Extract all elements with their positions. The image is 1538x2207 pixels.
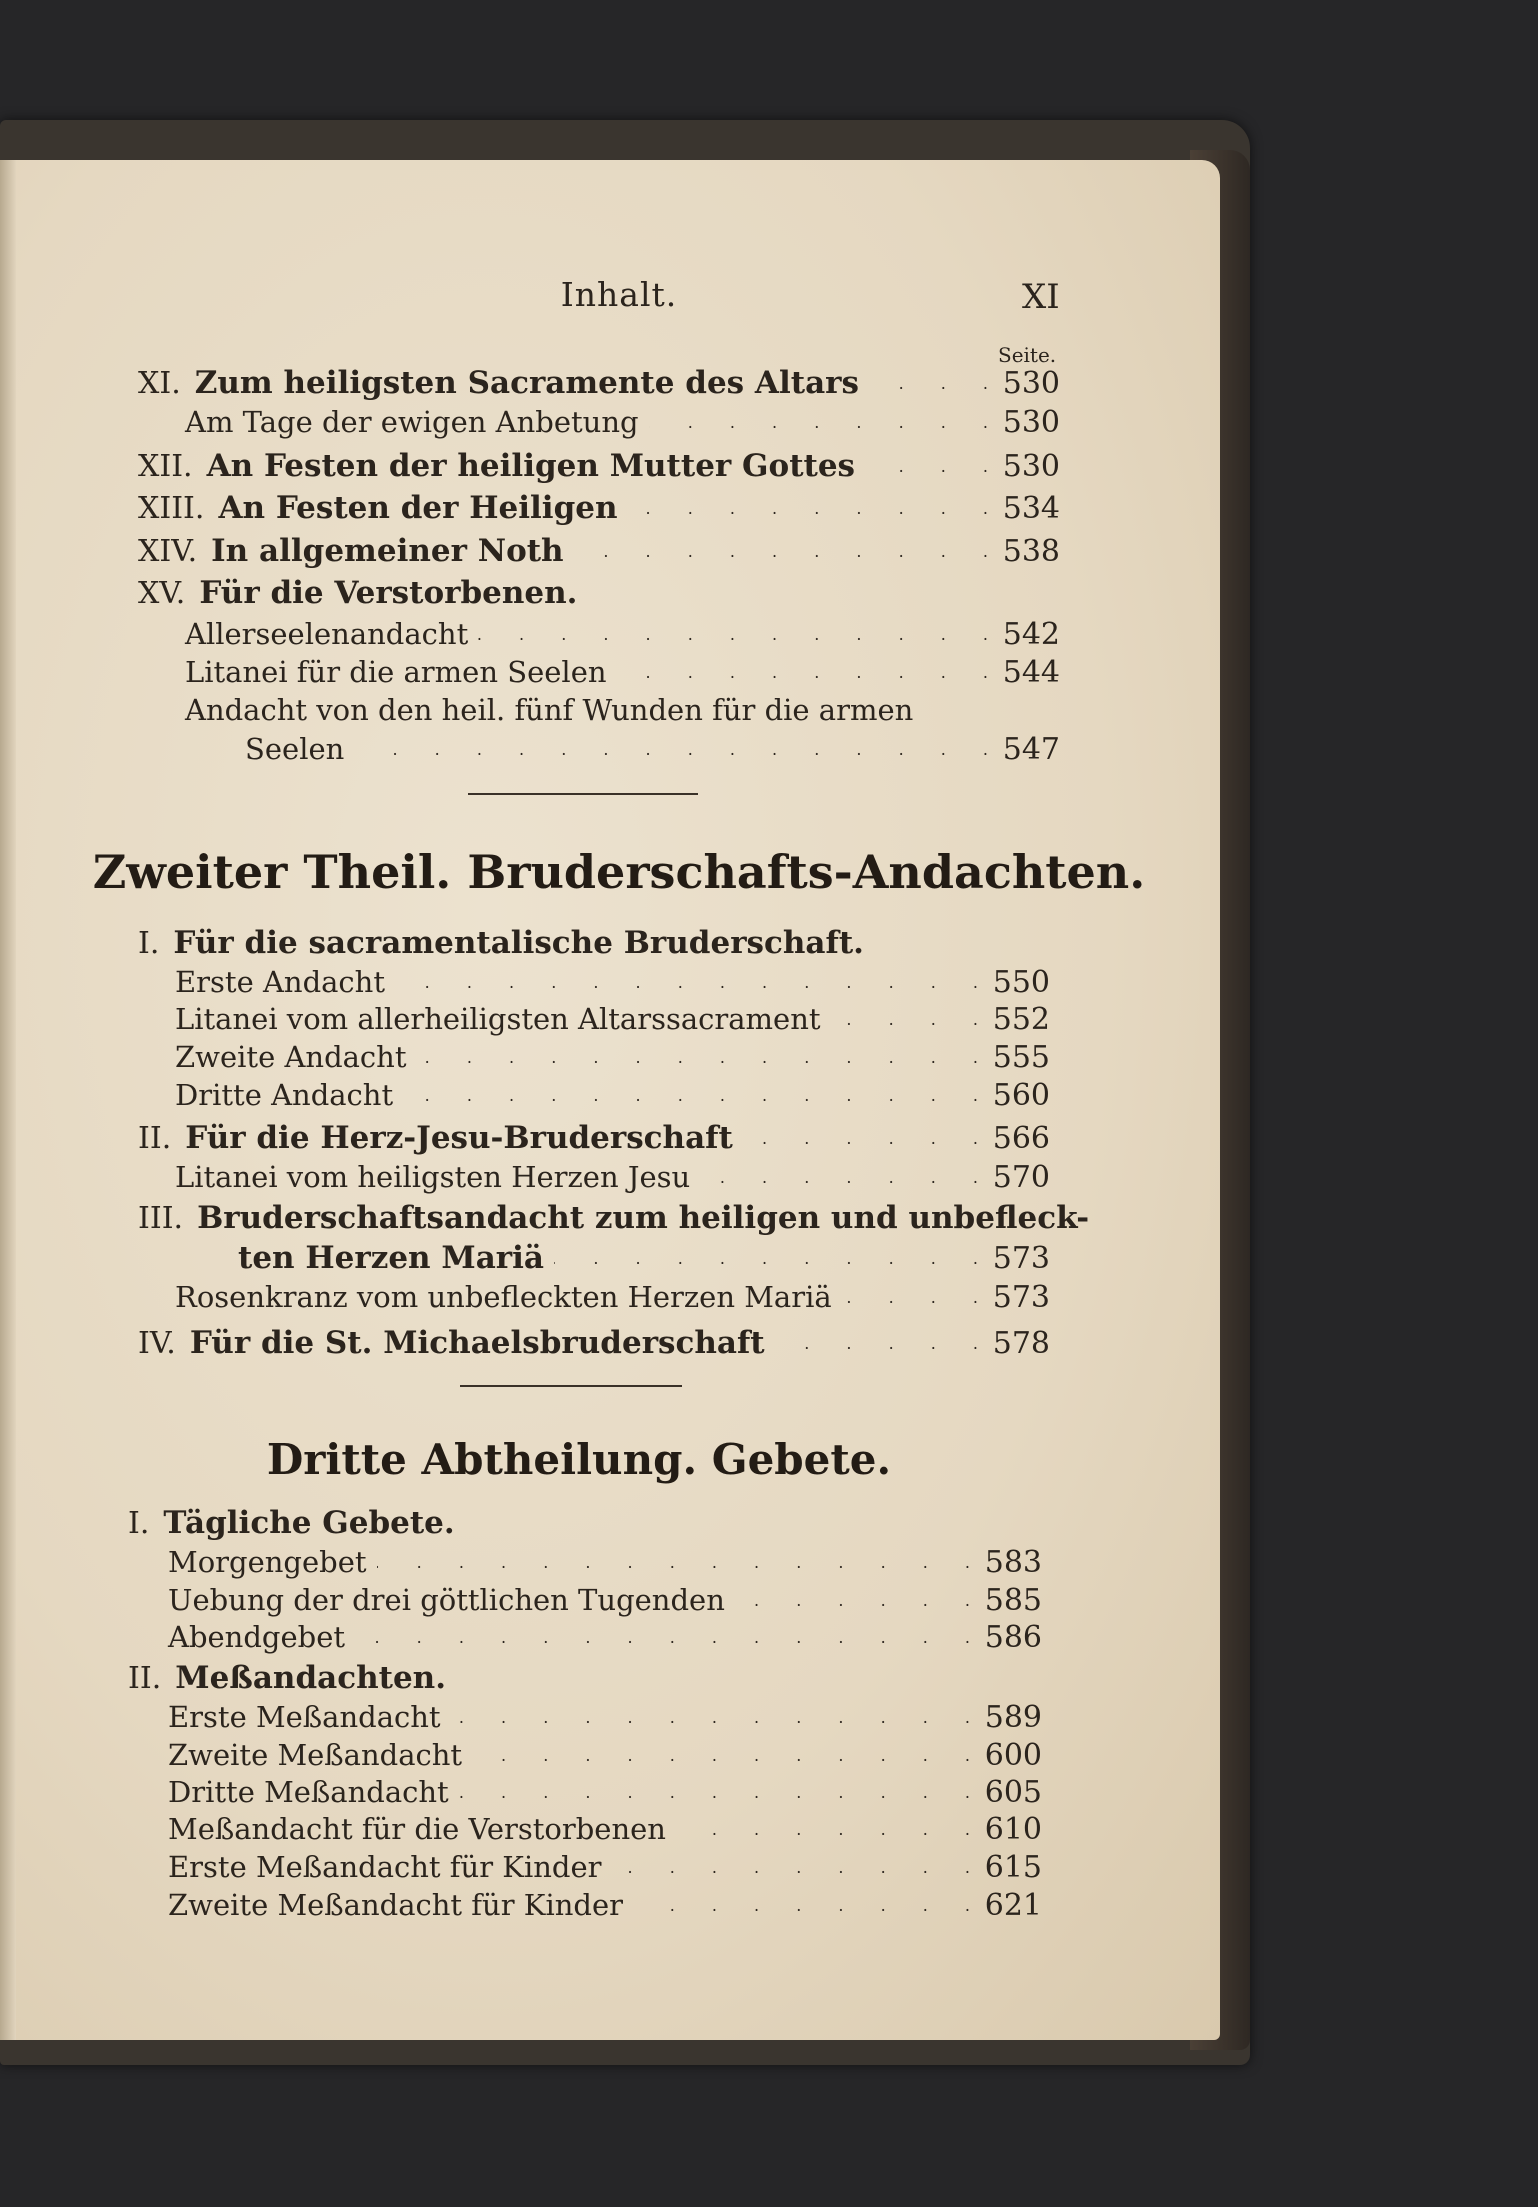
toc-entry: [138, 925, 1050, 961]
toc-entry-page: 600: [984, 1738, 1042, 1773]
section-heading-part-3: Dritte Abtheilung. Gebete.: [266, 1435, 892, 1484]
toc-entry: [245, 732, 1060, 767]
toc-entry-page: 573: [992, 1280, 1050, 1315]
leader-dots: [554, 1249, 980, 1268]
toc-entry-title: ten Herzen Mariä: [238, 1240, 544, 1276]
divider-rule: [468, 793, 698, 795]
toc-entry-page: 538: [1002, 534, 1060, 569]
toc-entry-page: 589: [984, 1700, 1042, 1735]
leader-dots: [633, 1896, 972, 1915]
toc-entry-page: 583: [984, 1545, 1042, 1580]
toc-entry: [168, 1583, 1042, 1618]
toc-entry-title: Am Tage der ewigen Anbetung: [185, 405, 639, 439]
running-head-title: Inhalt.: [560, 275, 678, 314]
leader-dots: [649, 413, 990, 432]
leader-dots: [842, 1288, 980, 1307]
toc-entry-page: 621: [984, 1888, 1042, 1923]
toc-entry-title: Erste Andacht: [175, 965, 385, 999]
toc-entry: [138, 1200, 1090, 1236]
leader-dots: [395, 973, 980, 992]
section-heading-part-2: Zweiter Theil. Bruderschafts-Andachten.: [92, 845, 1146, 899]
toc-entry: [175, 1002, 1050, 1037]
toc-entry-page: 573: [992, 1241, 1050, 1276]
toc-entry: [168, 1888, 1042, 1923]
toc-entry-page: 586: [984, 1620, 1042, 1655]
toc-entry-numeral: XV.: [138, 576, 186, 611]
leader-dots: [355, 1628, 972, 1647]
leader-dots: [743, 1129, 980, 1148]
toc-entry-title: Zweite Andacht: [175, 1040, 407, 1074]
toc-entry-page: 552: [992, 1002, 1050, 1037]
toc-entry-page: 542: [1002, 617, 1060, 652]
leader-dots: [700, 1168, 980, 1187]
toc-entry: [138, 1325, 1050, 1361]
toc-entry: [168, 1775, 1042, 1810]
toc-entry-page: 555: [992, 1040, 1050, 1075]
toc-entry-title: Seelen: [245, 732, 345, 766]
toc-entry-page: 615: [984, 1850, 1042, 1885]
page-column-label: Seite.: [998, 343, 1057, 367]
toc-entry: [185, 693, 1060, 727]
toc-entry-numeral: III.: [138, 1201, 184, 1236]
toc-entry: [168, 1545, 1042, 1580]
toc-entry-title: Zum heiligsten Sacramente des Altars: [194, 365, 859, 401]
toc-entry: [138, 575, 1060, 611]
toc-entry-page: 550: [992, 965, 1050, 1000]
toc-entry: [175, 965, 1050, 1000]
leader-dots: [869, 374, 990, 393]
toc-entry-numeral: I.: [138, 926, 160, 961]
toc-entry-page: 547: [1002, 732, 1060, 767]
leader-dots: [865, 457, 990, 476]
toc-entry-page: 544: [1002, 655, 1060, 690]
toc-entry: [175, 1040, 1050, 1075]
toc-entry: [168, 1620, 1042, 1655]
toc-entry-title: Litanei für die armen Seelen: [185, 655, 607, 689]
toc-entry: [138, 448, 1060, 484]
leader-dots: [472, 1746, 972, 1765]
toc-entry-page: 570: [992, 1160, 1050, 1195]
toc-entry-title: Für die sacramentalische Bruderschaft.: [173, 925, 864, 961]
leader-dots: [831, 1010, 980, 1029]
page-gutter: [0, 160, 16, 2040]
toc-entry: [175, 1160, 1050, 1195]
toc-entry-page: 578: [992, 1326, 1050, 1361]
toc-entry: [168, 1738, 1042, 1773]
toc-entry-title: Uebung der drei göttlichen Tugenden: [168, 1583, 725, 1617]
toc-entry: [128, 1660, 1042, 1696]
toc-entry: [128, 1505, 1042, 1541]
toc-entry: [175, 1078, 1050, 1113]
toc-entry-title: Bruderschaftsandacht zum heiligen und unbefleck-: [197, 1200, 1090, 1236]
toc-entry: [185, 617, 1060, 652]
toc-entry-page: 530: [1002, 405, 1060, 440]
toc-entry-numeral: I.: [128, 1506, 150, 1541]
toc-entry-title: Meßandacht für die Verstorbenen: [168, 1812, 666, 1846]
toc-entry: [238, 1240, 1050, 1276]
leader-dots: [574, 542, 990, 561]
toc-entry-title: Zweite Meßandacht: [168, 1738, 463, 1772]
leader-dots: [354, 740, 990, 759]
toc-entry-title: Morgengebet: [168, 1545, 367, 1579]
toc-entry-numeral: IV.: [138, 1326, 176, 1361]
toc-entry: [138, 533, 1060, 569]
toc-entry: [185, 655, 1060, 690]
page-number: XI: [1022, 277, 1060, 317]
toc-entry: [168, 1700, 1042, 1735]
toc-entry-page: 534: [1002, 491, 1060, 526]
toc-entry-page: 530: [1002, 366, 1060, 401]
toc-entry-title: Für die Herz-Jesu-Bruderschaft: [185, 1120, 733, 1156]
toc-entry-title: Erste Meßandacht: [168, 1700, 441, 1734]
toc-entry-title: Meßandachten.: [175, 1660, 447, 1696]
leader-dots: [612, 1858, 973, 1877]
toc-entry-page: 530: [1002, 449, 1060, 484]
toc-entry: [168, 1850, 1042, 1885]
toc-entry-title: Rosenkranz vom unbefleckten Herzen Mariä: [175, 1280, 832, 1314]
toc-entry-title: Allerseelenandacht: [185, 617, 469, 651]
toc-entry-title: Abendgebet: [168, 1620, 346, 1654]
toc-entry-page: 610: [984, 1812, 1042, 1847]
leader-dots: [676, 1820, 972, 1839]
toc-entry-numeral: II.: [128, 1661, 162, 1696]
leader-dots: [735, 1591, 972, 1610]
toc-entry: [185, 405, 1060, 440]
toc-entry-numeral: XII.: [138, 449, 193, 484]
toc-entry-title: Erste Meßandacht für Kinder: [168, 1850, 602, 1884]
toc-entry-title: Dritte Andacht: [175, 1078, 394, 1112]
leader-dots: [403, 1086, 980, 1105]
toc-entry-title: An Festen der Heiligen: [218, 490, 618, 526]
leader-dots: [628, 499, 990, 518]
toc-entry-numeral: XI.: [138, 366, 181, 401]
toc-entry-numeral: II.: [138, 1121, 172, 1156]
toc-entry: [138, 365, 1060, 401]
toc-entry-title: Andacht von den heil. fünf Wunden für die armen: [185, 693, 914, 727]
toc-entry-title: Litanei vom heiligsten Herzen Jesu: [175, 1160, 691, 1194]
toc-entry-title: Zweite Meßandacht für Kinder: [168, 1888, 623, 1922]
toc-entry-title: Dritte Meßandacht: [168, 1775, 449, 1809]
leader-dots: [417, 1048, 981, 1067]
toc-entry-title: Für die St. Michaelsbruderschaft: [189, 1325, 765, 1361]
toc-entry-page: 605: [984, 1775, 1042, 1810]
toc-entry-title: An Festen der heiligen Mutter Gottes: [206, 448, 856, 484]
toc-entry-page: 566: [992, 1121, 1050, 1156]
toc-entry: [138, 1120, 1050, 1156]
leader-dots: [617, 663, 990, 682]
leader-dots: [377, 1553, 972, 1572]
toc-entry-page: 585: [984, 1583, 1042, 1618]
toc-entry-numeral: XIII.: [138, 491, 205, 526]
toc-entry: [175, 1280, 1050, 1315]
toc-entry: [138, 490, 1060, 526]
toc-entry-title: Für die Verstorbenen.: [199, 575, 578, 611]
leader-dots: [478, 625, 990, 644]
leader-dots: [459, 1783, 972, 1802]
toc-entry: [168, 1812, 1042, 1847]
toc-entry-page: 560: [992, 1078, 1050, 1113]
toc-entry-title: Tägliche Gebete.: [163, 1505, 455, 1541]
leader-dots: [775, 1334, 980, 1353]
leader-dots: [451, 1708, 972, 1727]
toc-entry-title: In allgemeiner Noth: [211, 533, 564, 569]
toc-entry-title: Litanei vom allerheiligsten Altarssacrament: [175, 1002, 821, 1036]
toc-entry-numeral: XIV.: [138, 534, 198, 569]
divider-rule: [460, 1385, 682, 1387]
